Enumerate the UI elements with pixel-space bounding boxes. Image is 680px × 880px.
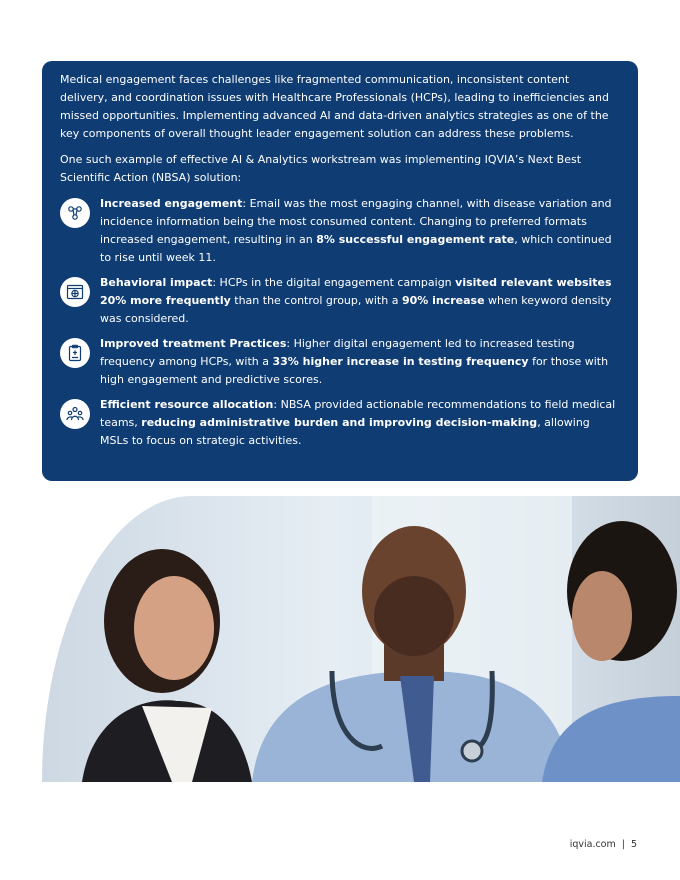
clipboard-test-icon: [60, 338, 90, 368]
footer-separator: |: [621, 839, 625, 850]
item-body: : NBSA provided actionable recommendations to field medical teams,: [100, 398, 616, 429]
item-highlight: Increased engagement: [100, 197, 243, 210]
page-number: 5: [630, 839, 637, 850]
item-body: , allowing MSLs to focus on strategic activities.: [100, 416, 590, 447]
item-highlight: 90% increase: [401, 294, 485, 307]
item-text: [100, 396, 620, 450]
intro-paragraph: Medical engagement faces challenges like fragmented communication, inconsistent content delivery, and coordination issues with Healthcare Professionals (HCPs), leading to inefficiencies and missed opportunities. Implementing advanced AI and data-driven analytics strategies as one of the key components of overall thought leader engagement solution can address these problems.: [60, 73, 609, 140]
doctor-conversation-photo: [42, 496, 680, 782]
item-highlight: reducing administrative burden and improving decision-making: [141, 416, 538, 429]
engagement-network-icon: [60, 198, 90, 228]
item-text: [100, 335, 620, 389]
item-highlight: Behavioral impact: [100, 276, 213, 289]
item-highlight: Efficient resource allocation: [100, 398, 274, 411]
item-text: [100, 274, 620, 328]
item-highlight: 8% successful engagement rate: [316, 233, 515, 246]
list-item: [60, 274, 620, 328]
item-highlight: 33% higher increase in testing frequency: [272, 355, 529, 368]
page-footer: [570, 839, 637, 850]
footer-site-link[interactable]: iqvia.com: [569, 839, 616, 850]
item-body: when keyword density was considered.: [100, 294, 612, 325]
item-highlight: visited relevant websites 20% more frequently: [100, 276, 612, 307]
item-body: : HCPs in the digital engagement campaign: [212, 276, 456, 289]
item-body: : Email was the most engaging channel, with disease variation and incidence information being the most consumed content. Changing to preferred formats increased engagement, resulting in an: [100, 197, 612, 246]
item-body: , which continued to rise until week 11.: [100, 233, 612, 264]
item-highlight: Improved treatment Practices: [100, 337, 287, 350]
list-item: [60, 335, 620, 389]
photo-illustration: [42, 496, 680, 782]
content-panel: [42, 61, 638, 481]
item-body: : Higher digital engagement led to increased testing frequency among HCPs, with a: [100, 337, 575, 368]
web-browser-icon: [60, 277, 90, 307]
team-people-icon: [60, 399, 90, 429]
list-item: [60, 396, 620, 450]
item-body: than the control group, with a: [230, 294, 402, 307]
item-body: for those with high engagement and predictive scores.: [100, 355, 609, 386]
list-item: [60, 195, 620, 267]
item-text: [100, 195, 620, 267]
nbsa-intro-paragraph: One such example of effective AI & Analytics workstream was implementing IQVIA’s Next Best Scientific Action (NBSA) solution:: [60, 153, 582, 184]
